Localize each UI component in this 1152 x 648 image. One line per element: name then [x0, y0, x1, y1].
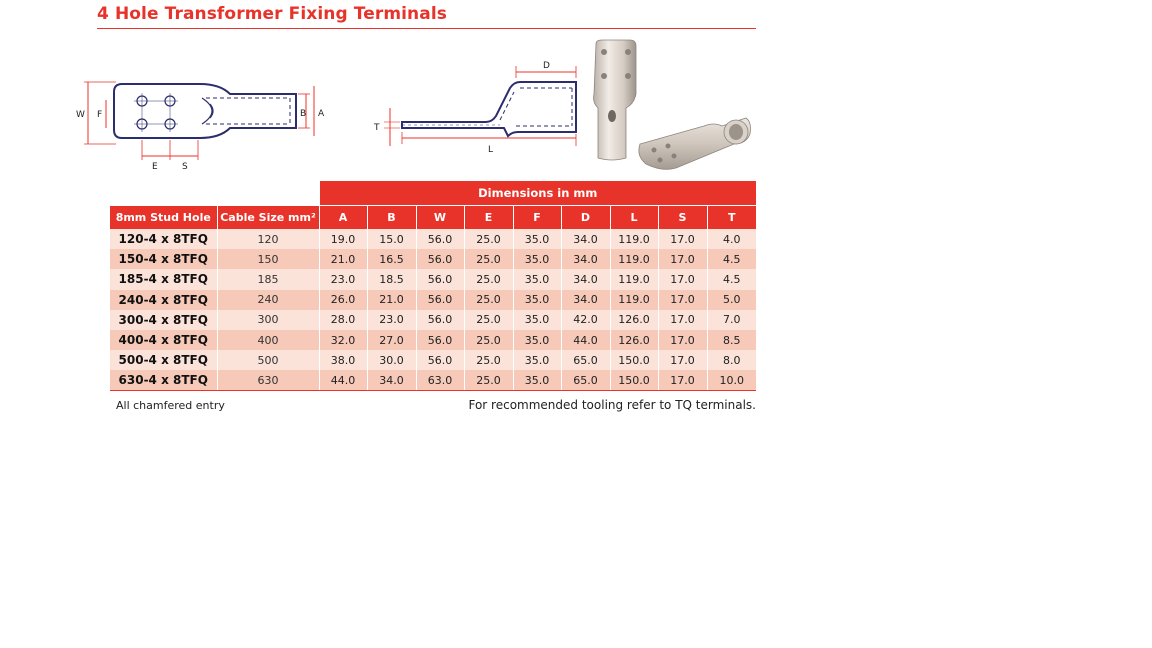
dimension-cell-e: 25.0: [464, 370, 513, 390]
col-header-b: B: [367, 205, 416, 229]
col-header-s: S: [658, 205, 707, 229]
dimension-cell-t: 4.0: [707, 229, 756, 249]
dimension-cell-d: 34.0: [561, 290, 610, 310]
dimension-cell-d: 34.0: [561, 269, 610, 289]
title-rule: [97, 28, 756, 29]
part-number-cell: 300-4 x 8TFQ: [110, 310, 217, 330]
dimension-cell-w: 56.0: [416, 249, 464, 269]
dimension-cell-b: 27.0: [367, 330, 416, 350]
col-header-f: F: [513, 205, 561, 229]
dimension-cell-f: 35.0: [513, 269, 561, 289]
dimension-cell-d: 65.0: [561, 350, 610, 370]
dimension-cell-l: 150.0: [610, 370, 658, 390]
dimension-cell-e: 25.0: [464, 229, 513, 249]
dimension-cell-b: 16.5: [367, 249, 416, 269]
cable-size-cell: 150: [217, 249, 319, 269]
table-row: [110, 310, 756, 330]
dimension-cell-t: 4.5: [707, 269, 756, 289]
dimension-cell-l: 119.0: [610, 269, 658, 289]
col-header-d: D: [561, 205, 610, 229]
dimension-cell-f: 35.0: [513, 229, 561, 249]
dimension-cell-e: 25.0: [464, 350, 513, 370]
dimension-cell-e: 25.0: [464, 290, 513, 310]
dimension-cell-b: 30.0: [367, 350, 416, 370]
dimension-cell-s: 17.0: [658, 350, 707, 370]
col-header-l: L: [610, 205, 658, 229]
dimension-cell-d: 65.0: [561, 370, 610, 390]
dim-label-l: L: [488, 145, 494, 155]
side-view-drawing: [370, 56, 584, 158]
dimensions-group-header: Dimensions in mm: [319, 181, 756, 205]
dimension-cell-d: 42.0: [561, 310, 610, 330]
dimension-cell-a: 23.0: [319, 269, 367, 289]
tooling-note: For recommended tooling refer to TQ terminals.: [468, 398, 756, 412]
dimension-cell-a: 44.0: [319, 370, 367, 390]
cable-size-cell: 400: [217, 330, 319, 350]
dimension-cell-t: 8.0: [707, 350, 756, 370]
dimension-cell-b: 34.0: [367, 370, 416, 390]
dimensions-table: [110, 181, 756, 391]
dimension-cell-w: 56.0: [416, 290, 464, 310]
part-number-cell: 185-4 x 8TFQ: [110, 269, 217, 289]
dimension-cell-w: 56.0: [416, 269, 464, 289]
dimension-cell-w: 56.0: [416, 330, 464, 350]
dimension-cell-s: 17.0: [658, 229, 707, 249]
dimension-cell-a: 21.0: [319, 249, 367, 269]
table-body: [110, 229, 756, 391]
dimension-cell-b: 18.5: [367, 269, 416, 289]
dimension-cell-f: 35.0: [513, 330, 561, 350]
part-number-cell: 400-4 x 8TFQ: [110, 330, 217, 350]
dimension-cell-f: 35.0: [513, 370, 561, 390]
dimension-cell-b: 15.0: [367, 229, 416, 249]
dimension-cell-s: 17.0: [658, 290, 707, 310]
dimension-cell-d: 34.0: [561, 249, 610, 269]
dim-label-t: T: [374, 123, 380, 133]
dimension-cell-d: 44.0: [561, 330, 610, 350]
dimension-cell-e: 25.0: [464, 249, 513, 269]
dimension-cell-w: 56.0: [416, 229, 464, 249]
table-row: [110, 350, 756, 370]
cable-size-cell: 185: [217, 269, 319, 289]
page-title: 4 Hole Transformer Fixing Terminals: [97, 4, 447, 24]
part-number-cell: 150-4 x 8TFQ: [110, 249, 217, 269]
dimension-cell-f: 35.0: [513, 249, 561, 269]
table-row: [110, 229, 756, 249]
cable-size-cell: 240: [217, 290, 319, 310]
dimension-cell-b: 23.0: [367, 310, 416, 330]
dim-label-w: W: [76, 110, 85, 120]
col-header-t: T: [707, 205, 756, 229]
dimension-cell-a: 38.0: [319, 350, 367, 370]
table-row: [110, 370, 756, 390]
cable-size-cell: 300: [217, 310, 319, 330]
dimension-cell-s: 17.0: [658, 269, 707, 289]
dimension-cell-a: 28.0: [319, 310, 367, 330]
dim-label-d: D: [543, 61, 550, 71]
dim-label-f: F: [97, 110, 103, 120]
part-number-cell: 630-4 x 8TFQ: [110, 370, 217, 390]
dimension-cell-a: 19.0: [319, 229, 367, 249]
col-header-w: W: [416, 205, 464, 229]
dimension-cell-w: 56.0: [416, 310, 464, 330]
table-row: [110, 269, 756, 289]
table-row: [110, 249, 756, 269]
dimension-cell-w: 56.0: [416, 350, 464, 370]
dimension-cell-l: 119.0: [610, 229, 658, 249]
dimension-cell-l: 119.0: [610, 249, 658, 269]
table-bottom-rule: [110, 390, 756, 391]
dimension-cell-s: 17.0: [658, 249, 707, 269]
dimensions-table-wrap: [110, 181, 756, 391]
dimension-cell-f: 35.0: [513, 350, 561, 370]
dim-label-e: E: [152, 162, 158, 172]
dimension-cell-t: 5.0: [707, 290, 756, 310]
dimension-cell-f: 35.0: [513, 290, 561, 310]
stud-hole-header: 8mm Stud Hole: [110, 205, 217, 229]
dimension-cell-s: 17.0: [658, 330, 707, 350]
dimension-cell-l: 119.0: [610, 290, 658, 310]
table-row: [110, 290, 756, 310]
dimension-cell-l: 126.0: [610, 330, 658, 350]
dim-label-b: B: [300, 109, 307, 119]
dimension-cell-w: 63.0: [416, 370, 464, 390]
cable-size-cell: 500: [217, 350, 319, 370]
dimension-cell-d: 34.0: [561, 229, 610, 249]
part-number-cell: 500-4 x 8TFQ: [110, 350, 217, 370]
dimension-cell-l: 150.0: [610, 350, 658, 370]
dimension-cell-a: 32.0: [319, 330, 367, 350]
part-number-cell: 120-4 x 8TFQ: [110, 229, 217, 249]
dimension-cell-t: 8.5: [707, 330, 756, 350]
dim-label-a: A: [318, 109, 325, 119]
dimension-cell-t: 7.0: [707, 310, 756, 330]
product-photo: [584, 38, 756, 170]
dimension-cell-f: 35.0: [513, 310, 561, 330]
chamfer-note: All chamfered entry: [116, 399, 225, 412]
cable-size-cell: 630: [217, 370, 319, 390]
cable-size-header: Cable Size mm²: [217, 205, 319, 229]
dimension-cell-s: 17.0: [658, 370, 707, 390]
dim-label-s: S: [182, 162, 188, 172]
dimension-cell-t: 4.5: [707, 249, 756, 269]
cable-size-cell: 120: [217, 229, 319, 249]
table-spacer: [110, 181, 319, 205]
part-number-cell: 240-4 x 8TFQ: [110, 290, 217, 310]
top-view-drawing: [74, 76, 334, 172]
dimension-cell-a: 26.0: [319, 290, 367, 310]
dimension-cell-e: 25.0: [464, 330, 513, 350]
dimension-cell-t: 10.0: [707, 370, 756, 390]
dimension-cell-s: 17.0: [658, 310, 707, 330]
col-header-a: A: [319, 205, 367, 229]
col-header-e: E: [464, 205, 513, 229]
dimension-cell-e: 25.0: [464, 310, 513, 330]
dimension-cell-l: 126.0: [610, 310, 658, 330]
dimension-cell-e: 25.0: [464, 269, 513, 289]
table-row: [110, 330, 756, 350]
dimension-cell-b: 21.0: [367, 290, 416, 310]
